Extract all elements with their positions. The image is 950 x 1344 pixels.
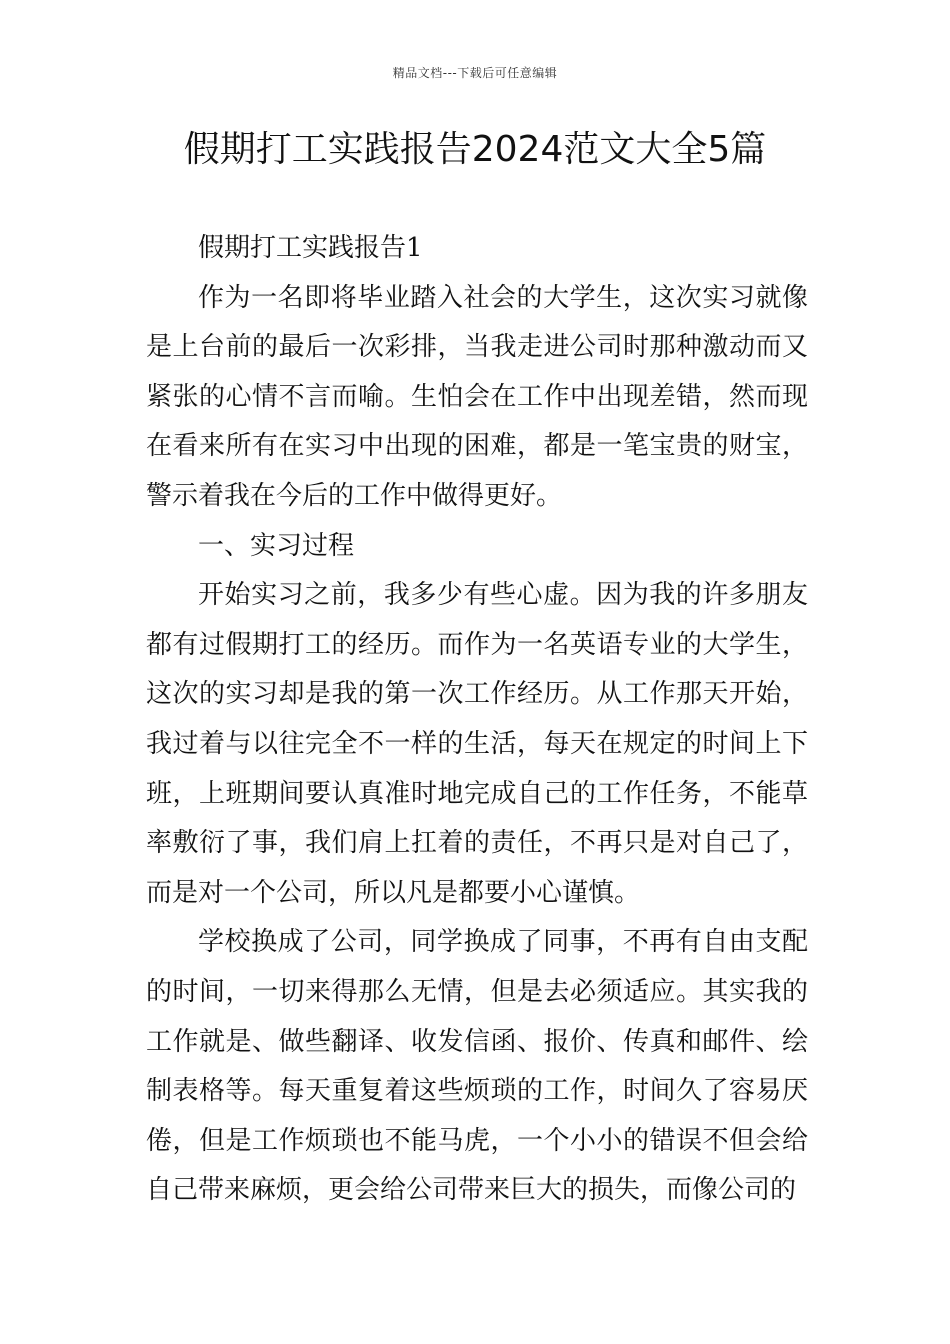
- header-note: 精品文档---下载后可任意编辑: [392, 66, 558, 80]
- section-heading-process: 一、实习过程: [198, 530, 355, 561]
- paragraph-before-internship: 开始实习之前，我多少有些心虚。因为我的许多朋友都有过假期打工的经历。而作为一名英语专业的大学生，这次的实习却是我的第一次工作经历。从工作那天开始，我过着与以往完全不一样的生活，每天在规定的时间上下班，上班期间要认真准时地完成自己的工作任务，不能草率敷衍了事，我们肩上扛着的责任，不再只是对自己了，而是对一个公司，所以凡是都要小心谨慎。: [146, 580, 808, 908]
- section-heading-report-1: 假期打工实践报告1: [198, 233, 423, 263]
- document-title: 假期打工实践报告2024范文大全5篇: [183, 129, 767, 170]
- document-body: [146, 224, 808, 1216]
- paragraph-school-to-company: 学校换成了公司，同学换成了同事，不再有自由支配的时间，一切来得那么无情，但是去必须适应。其实我的工作就是、做些翻译、收发信函、报价、传真和邮件、绘制表格等。每天重复着这些烦琐的工作，时间久了容易厌倦，但是工作烦琐也不能马虎，一个小小的错误不但会给自己带来麻烦，更会给公司带来巨大的损失，而像公司的: [146, 927, 808, 1206]
- paragraph-intro: 作为一名即将毕业踏入社会的大学生，这次实习就像是上台前的最后一次彩排，当我走进公司时那种激动而又紧张的心情不言而喻。生怕会在工作中出现差错，然而现在看来所有在实习中出现的困难，都是一笔宝贵的财宝，警示着我在今后的工作中做得更好。: [146, 282, 808, 511]
